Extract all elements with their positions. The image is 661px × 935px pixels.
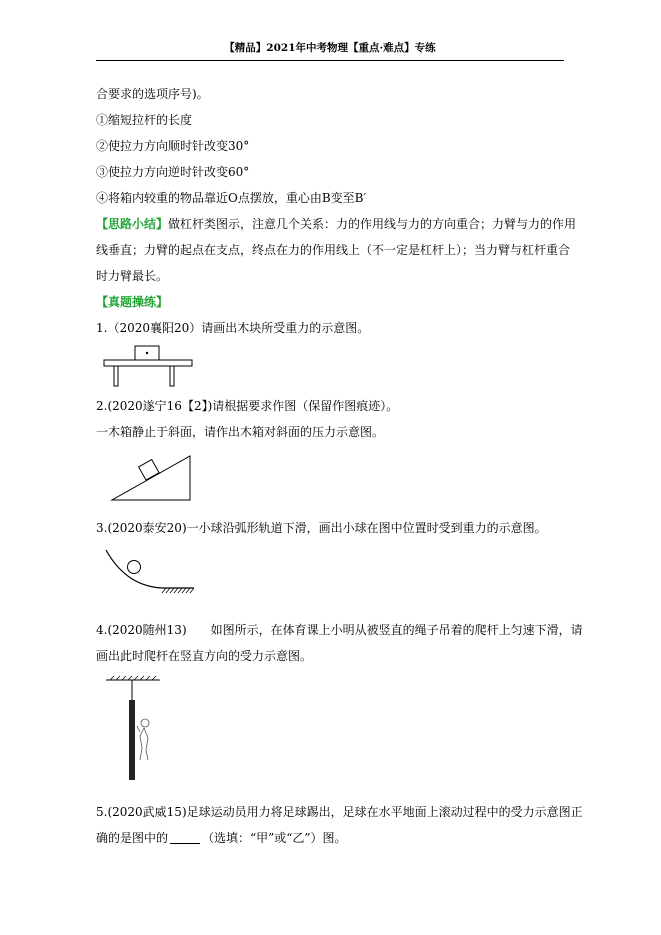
- q5-text-before-blank: 确的是图中的: [96, 831, 169, 845]
- summary-line-1: [96, 214, 576, 234]
- answer-blank[interactable]: [170, 831, 200, 844]
- q3-text: 3.(2020泰安20)一小球沿弧形轨道下滑，画出小球在图中位置时受到重力的示意图。: [96, 521, 547, 535]
- climbing-pole: [129, 700, 135, 780]
- option-1: ①缩短拉杆的长度: [96, 113, 193, 127]
- q5-line-1: 5.(2020武威15)足球运动员用力将足球踢出，足球在水平地面上滚动过程中的受力示意图正: [96, 805, 583, 819]
- ceiling-hatching: [110, 676, 156, 680]
- block-center-dot: [146, 352, 148, 354]
- q2-line-1: 2.(2020遂宁16【2】)请根据要求作图（保留作图痕迹）。: [96, 399, 399, 413]
- arc-track: [106, 550, 194, 588]
- q5-line-2: [96, 828, 347, 848]
- q2-line-2: 一木箱静止于斜面，请作出木箱对斜面的压力示意图。: [96, 425, 385, 439]
- summary-line-3: 时力臂最长。: [96, 269, 169, 283]
- q5-text-after-blank: （选填：“甲”或“乙”）图。: [202, 831, 347, 845]
- q1-text: 1.（2020襄阳20）请画出木块所受重力的示意图。: [96, 321, 370, 335]
- table-leg-left: [114, 366, 118, 386]
- table-top: [104, 360, 192, 366]
- option-4: ④将箱内较重的物品靠近O点摆放，重心由B变至B′: [96, 191, 367, 205]
- ground-hatching: [162, 588, 194, 593]
- q4-line-2: 画出此时爬杆在竖直方向的受力示意图。: [96, 649, 313, 663]
- intro-line: 合要求的选项序号)。: [96, 87, 209, 101]
- summary-line-2: 线垂直；力臂的起点在支点，终点在力的作用线上（不一定是杠杆上）；当力臂与杠杆重合: [96, 243, 571, 257]
- table-leg-right: [170, 366, 174, 386]
- header-rule: [96, 60, 564, 61]
- ball: [128, 561, 141, 574]
- q4-line-1: 4.(2020随州13) 如图所示，在体育课上小明从被竖直的绳子吊着的爬杆上匀速下滑，请: [96, 623, 583, 637]
- q1-table-block-figure: [100, 346, 200, 388]
- q2-incline-figure: [112, 456, 196, 502]
- summary-label: 【思路小结】: [96, 217, 169, 231]
- practice-label: 【真题操练】: [96, 295, 169, 309]
- option-2: ②使拉力方向顺时针改变30°: [96, 139, 250, 153]
- page-header: 【精品】2021年中考物理【重点·难点】专练: [224, 42, 436, 54]
- option-3: ③使拉力方向逆时针改变60°: [96, 165, 250, 179]
- boy-figure: [137, 719, 149, 760]
- q3-arc-track-figure: [104, 546, 204, 596]
- q4-climbing-pole-figure: [104, 676, 168, 786]
- summary-text-1: 做杠杆类图示，注意几个关系：力的作用线与力的方向重合；力臂与力的作用: [168, 217, 577, 231]
